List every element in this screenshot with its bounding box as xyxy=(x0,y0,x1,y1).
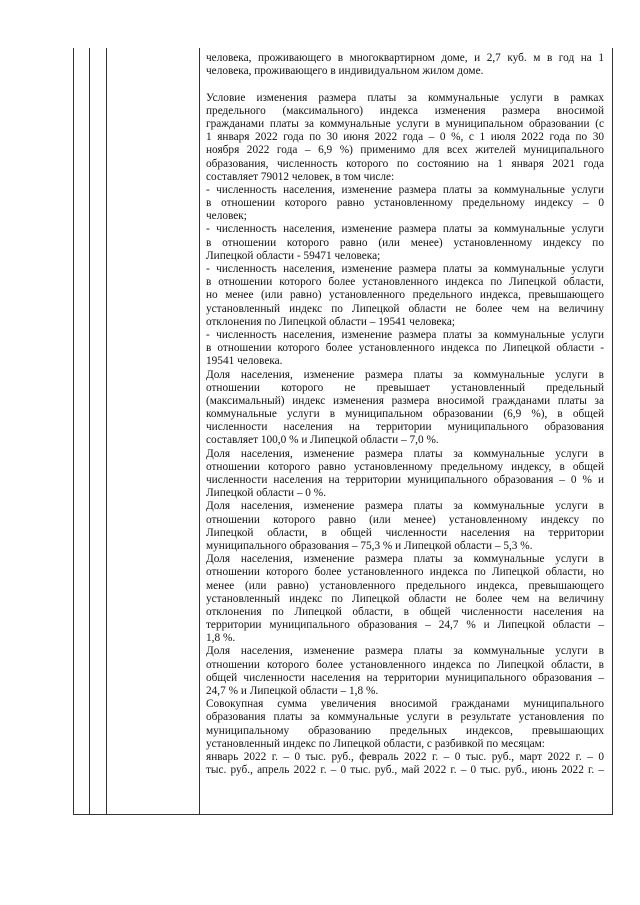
text-line: численности населения на территории муниципального образования xyxy=(206,421,604,434)
paragraph xyxy=(206,751,604,777)
text-line: в отношении которого равно (или менее) установленному индексу по xyxy=(206,236,604,249)
table-border-left xyxy=(73,48,74,815)
text-line: - численность населения, изменение размера платы за коммунальные услуги xyxy=(206,263,604,275)
paragraph xyxy=(206,263,604,329)
paragraph xyxy=(206,184,604,224)
text-line: 24,7 % и Липецкой области – 1,8 %. xyxy=(206,685,379,697)
text-line: в отношении которого более установленного индекса по Липецкой области, xyxy=(206,276,604,289)
text-line: гражданами платы за коммунальные услуги в муниципальном образовании (с xyxy=(206,117,604,130)
text-line: отношении которого более установленного индекса по Липецкой области, в xyxy=(206,658,604,671)
text-line: отношении которого более установленного индекса по Липецкой области, но xyxy=(206,566,604,579)
text-line: в отношении которого более установленного индекса по Липецкой области - xyxy=(206,342,604,355)
text-line: установленный индекс по Липецкой области не более чем на величину xyxy=(206,302,604,315)
text-line: Доля населения, изменение размера платы за коммунальные услуги в xyxy=(206,500,604,513)
text-line: 19541 человека. xyxy=(206,355,283,368)
text-line: составляет 79012 человек, в том числе: xyxy=(206,170,395,183)
text-line: Липецкой области – 0 %. xyxy=(206,487,327,500)
text-line: муниципального образования – 75,3 % и Липецкой области – 5,3 %. xyxy=(206,539,533,552)
paragraph xyxy=(206,698,604,751)
text-line: 1 января 2022 года по 30 июня 2022 года – 0 %, с 1 июля 2022 года по 30 xyxy=(206,131,604,144)
text-line: январь 2022 г. – 0 тыс. руб., февраль 2022 г. – 0 тыс. руб., март 2022 г. – 0 xyxy=(206,750,604,763)
text-line: установленный индекс по Липецкой области, с разбивкой по месяцам: xyxy=(206,737,545,750)
table-column-divider-3 xyxy=(199,48,200,815)
text-line: ноября 2022 года – 6,9 %) применимо для всех жителей муниципального xyxy=(206,144,604,157)
paragraph xyxy=(206,92,604,184)
text-line: Липецкой области, в общей численности населения на территории xyxy=(206,526,604,539)
text-line: отношении которого равно установленному предельному индексу, в общей xyxy=(206,460,604,473)
paragraph xyxy=(206,553,604,645)
text-line: Доля населения, изменение размера платы за коммунальные услуги в xyxy=(206,368,604,381)
text-line: тыс. руб., апрель 2022 г. – 0 тыс. руб., май 2022 г. – 0 тыс. руб., июнь 2022 г. – xyxy=(206,764,604,777)
text-line: муниципальному образованию предельных индексов, превышающих xyxy=(206,724,604,737)
text-line: - численность населения, изменение размера платы за коммунальные услуги xyxy=(206,328,604,341)
text-line: отношении которого равно (или менее) установленному индексу по xyxy=(206,513,604,526)
document-text-cell xyxy=(206,52,604,777)
text-line: отношении которого не превышает установленный предельный xyxy=(206,381,604,394)
text-line: общей численности населения на территории муниципального образования – xyxy=(206,671,604,684)
text-line: - численность населения, изменение размера платы за коммунальные услуги xyxy=(206,223,604,236)
text-line: - численность населения, изменение размера платы за коммунальные услуги xyxy=(206,183,604,196)
text-line: территории муниципального образования – 24,7 % и Липецкой области – xyxy=(206,619,604,632)
text-line: Совокупная сумма увеличения вносимой гражданами муниципального xyxy=(206,698,604,711)
text-line: Липецкой области - 59471 человека; xyxy=(206,249,381,262)
text-line: отклонения по Липецкой области, в общей численности населения на xyxy=(206,605,604,618)
table-column-divider-1 xyxy=(89,48,90,815)
text-line: менее (или равно) установленного предельного индекса, превышающего xyxy=(206,579,604,592)
text-line: образования платы за коммунальные услуги в результате установления по xyxy=(206,711,604,724)
text-line: составляет 100,0 % и Липецкой области – 7,0 %. xyxy=(206,434,439,447)
text-line: человека, проживающего в многоквартирном доме, и 2,7 куб. м в год на 1 xyxy=(206,52,604,64)
paragraph xyxy=(206,329,604,369)
text-line: в отношении которого равно установленному предельному индексу – 0 xyxy=(206,197,604,210)
paragraph-spacer xyxy=(206,78,604,91)
text-line: человека, проживающего в индивидуальном жилом доме. xyxy=(206,65,484,78)
text-line: Условие изменения размера платы за коммунальные услуги в рамках xyxy=(206,91,604,104)
text-line: установленный индекс по Липецкой области не более чем на величину xyxy=(206,592,604,605)
table-bottom-border xyxy=(73,814,613,815)
text-line: Доля населения, изменение размера платы за коммунальные услуги в xyxy=(206,645,604,658)
text-line: численности населения на территории муниципального образования – 0 % и xyxy=(206,474,604,486)
table-column-divider-2 xyxy=(106,48,107,815)
text-line: (максимальный) индекс изменения размера вносимой гражданами платы за xyxy=(206,394,604,407)
text-line: Доля населения, изменение размера платы за коммунальные услуги в xyxy=(206,447,604,460)
paragraph xyxy=(206,369,604,448)
paragraph xyxy=(206,223,604,263)
text-line: отклонения по Липецкой области – 19541 человека; xyxy=(206,315,456,328)
text-line: коммунальные услуги в муниципальном образовании (6,9 %), в общей xyxy=(206,408,604,421)
text-line: 1,8 %. xyxy=(206,632,236,645)
text-line: человек; xyxy=(206,210,247,223)
text-line: но менее (или равно) установленного предельного индекса, превышающего xyxy=(206,289,604,302)
paragraph xyxy=(206,500,604,553)
text-line: образования, численность которого по состоянию на 1 января 2021 года xyxy=(206,157,604,170)
text-line: предельного (максимального) индекса изменения размера вносимой xyxy=(206,104,604,117)
table-border-right xyxy=(612,48,613,815)
paragraph xyxy=(206,645,604,698)
paragraph xyxy=(206,52,604,78)
text-line: Доля населения, изменение размера платы за коммунальные услуги в xyxy=(206,553,604,566)
paragraph xyxy=(206,448,604,501)
